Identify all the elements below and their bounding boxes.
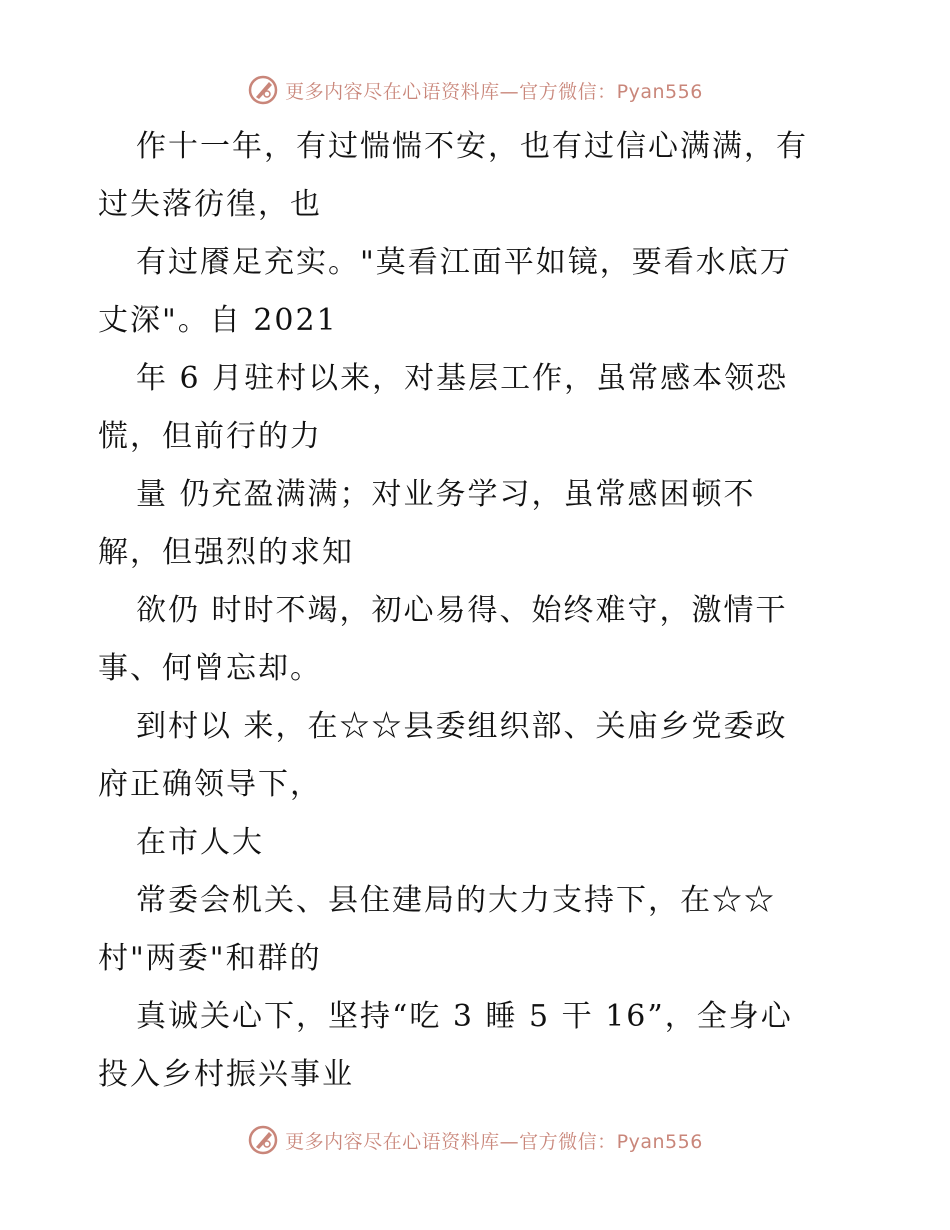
text-line: 欲仍 时时不竭，初心易得、始终难守，激情干: [136, 593, 788, 628]
text-line: 量 仍充盈满满；对业务学习，虽常感困顿不: [136, 477, 756, 512]
quill-seal-icon: [247, 74, 279, 106]
text-line: 作十一年，有过惴惴不安，也有过信心满满，有: [136, 129, 808, 164]
header-watermark: [0, 70, 950, 110]
document-body: [98, 118, 858, 1104]
text-line: 在市人大: [136, 825, 264, 860]
quill-seal-icon: [247, 1124, 279, 1156]
text-line: 过失落彷徨，也: [98, 187, 322, 222]
text-line: 慌，但前行的力: [98, 419, 322, 454]
text-line: 到村以 来，在☆☆县委组织部、关庙乡党委政: [136, 709, 788, 744]
text-line: 丈深"。自 2021: [98, 303, 338, 338]
footer-watermark-text: 更多内容尽在心语资料库—官方微信：Pyan556: [285, 1130, 703, 1153]
text-line: 投入乡村振兴事业: [98, 1057, 354, 1092]
footer-watermark: [0, 1120, 950, 1160]
text-line: 解，但强烈的求知: [98, 535, 354, 570]
text-line: 有过餍足充实。"莫看江面平如镜，要看水底万: [136, 245, 792, 280]
text-line: 事、何曾忘却。: [98, 651, 322, 686]
text-line: 常委会机关、县住建局的大力支持下，在☆☆: [136, 883, 776, 918]
text-line: 村"两委"和群的: [98, 941, 322, 976]
text-line: 年 6 月驻村以来，对基层工作，虽常感本领恐: [136, 361, 789, 396]
text-line: 府正确领导下，: [98, 767, 322, 802]
text-line: 真诚关心下，坚持“吃 3 睡 5 干 16”，全身心: [136, 999, 793, 1034]
header-watermark-text: 更多内容尽在心语资料库—官方微信：Pyan556: [285, 80, 703, 103]
